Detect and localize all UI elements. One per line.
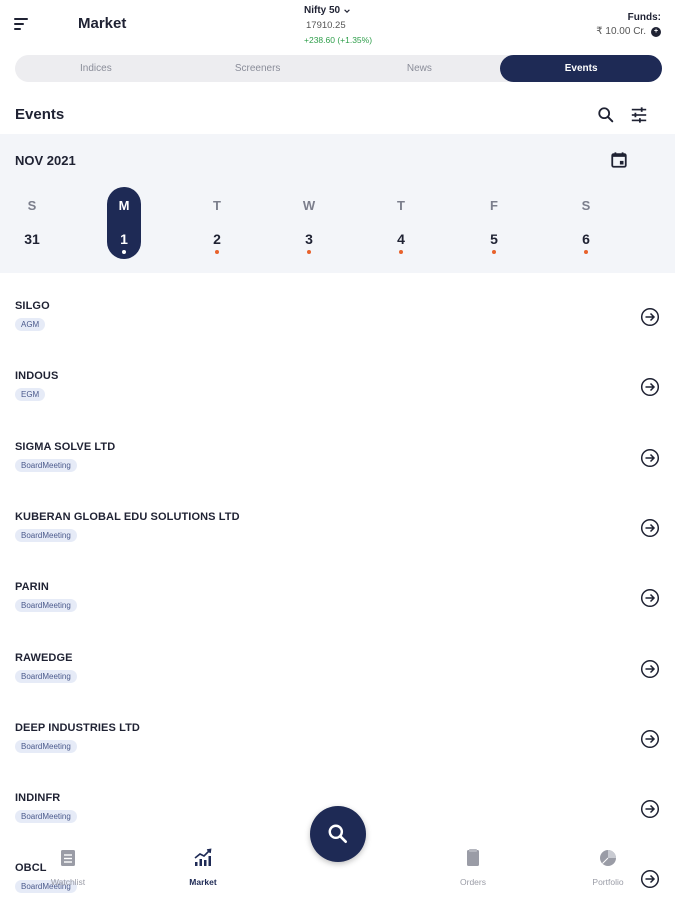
event-indicator-dot xyxy=(492,250,496,254)
search-icon[interactable] xyxy=(597,106,615,124)
filter-sliders-icon[interactable] xyxy=(630,106,648,124)
day-number: 5 xyxy=(490,231,498,247)
funds-label: Funds: xyxy=(627,12,661,23)
tab-news[interactable]: News xyxy=(406,63,432,74)
event-company-name: INDINFR xyxy=(15,792,61,805)
calendar-day[interactable] xyxy=(292,187,326,259)
calendar-day[interactable] xyxy=(569,187,603,259)
add-funds-icon[interactable]: + xyxy=(651,27,661,37)
event-indicator-dot xyxy=(584,250,588,254)
day-letter: F xyxy=(490,198,498,213)
event-row[interactable] xyxy=(0,625,675,695)
event-row[interactable] xyxy=(0,273,675,343)
arrow-right-circle-icon[interactable] xyxy=(640,799,660,819)
section-title: Events xyxy=(15,106,65,123)
event-type-badge: BoardMeeting xyxy=(15,740,77,753)
nav-portfolio[interactable] xyxy=(563,848,653,887)
funds-value: ₹ 10.00 Cr. xyxy=(596,26,646,37)
calendar-day[interactable] xyxy=(384,187,418,259)
orders-icon xyxy=(463,848,483,868)
event-company-name: SIGMA SOLVE LTD xyxy=(15,440,116,453)
calendar-day[interactable] xyxy=(107,187,141,259)
day-number: 31 xyxy=(24,231,40,247)
calendar-day[interactable] xyxy=(15,187,49,259)
funds-display[interactable] xyxy=(596,12,661,37)
event-row[interactable] xyxy=(0,343,675,413)
event-company-name: INDOUS xyxy=(15,370,59,383)
nav-market[interactable] xyxy=(158,848,248,887)
event-indicator-dot xyxy=(122,250,126,254)
event-row[interactable] xyxy=(0,414,675,484)
events-header xyxy=(0,98,675,132)
tab-events[interactable]: Events xyxy=(500,55,662,82)
event-row[interactable] xyxy=(0,484,675,554)
event-company-name: SILGO xyxy=(15,300,50,312)
menu-icon[interactable] xyxy=(14,14,34,34)
event-type-badge: BoardMeeting xyxy=(15,880,77,893)
arrow-right-circle-icon[interactable] xyxy=(640,729,660,749)
event-type-badge: BoardMeeting xyxy=(15,529,77,542)
event-row[interactable] xyxy=(0,554,675,624)
event-company-name: RAWEDGE xyxy=(15,651,73,664)
chevron-down-icon xyxy=(343,7,351,15)
event-company-name: KUBERAN GLOBAL EDU SOLUTIONS LTD xyxy=(15,510,240,523)
day-letter: M xyxy=(118,198,130,213)
arrow-right-circle-icon[interactable] xyxy=(640,377,660,397)
arrow-right-circle-icon[interactable] xyxy=(640,307,660,327)
tab-indices[interactable]: Indices xyxy=(80,63,112,74)
event-type-badge: BoardMeeting xyxy=(15,599,77,612)
calendar-icon[interactable] xyxy=(610,151,628,169)
day-number: 1 xyxy=(120,231,128,247)
event-row[interactable] xyxy=(0,695,675,765)
index-name: Nifty 50 xyxy=(304,5,341,16)
event-type-badge: BoardMeeting xyxy=(15,459,77,472)
day-number: 2 xyxy=(213,231,221,247)
event-indicator-dot xyxy=(399,250,403,254)
event-company-name: OBCL xyxy=(15,862,47,875)
index-selector[interactable] xyxy=(304,5,372,45)
event-indicator-dot xyxy=(307,250,311,254)
day-letter: T xyxy=(213,198,221,213)
event-indicator-dot xyxy=(215,250,219,254)
event-type-badge: AGM xyxy=(15,318,45,331)
calendar-day[interactable] xyxy=(477,187,511,259)
nav-orders[interactable] xyxy=(428,848,518,887)
day-letter: T xyxy=(397,198,405,213)
week-calendar xyxy=(0,134,675,273)
month-label: NOV 2021 xyxy=(15,153,76,168)
event-company-name: PARIN xyxy=(15,581,49,594)
day-number: 6 xyxy=(582,231,590,247)
nav-label: Orders xyxy=(460,877,486,887)
arrow-right-circle-icon[interactable] xyxy=(640,448,660,468)
arrow-right-circle-icon[interactable] xyxy=(640,588,660,608)
day-letter: S xyxy=(27,198,37,213)
nav-label: Portfolio xyxy=(592,877,624,887)
app-header xyxy=(0,0,675,52)
day-letter: S xyxy=(581,198,591,213)
event-type-badge: BoardMeeting xyxy=(15,670,77,683)
day-number: 4 xyxy=(397,231,405,247)
event-type-badge: BoardMeeting xyxy=(15,810,77,823)
arrow-right-circle-icon[interactable] xyxy=(640,518,660,538)
nav-label: Market xyxy=(189,877,217,887)
nav-watchlist[interactable] xyxy=(23,848,113,887)
arrow-right-circle-icon[interactable] xyxy=(640,659,660,679)
index-change: +238.60 (+1.35%) xyxy=(304,35,373,45)
watchlist-icon xyxy=(58,848,78,868)
portfolio-pie-icon xyxy=(598,848,618,868)
market-tabs xyxy=(15,55,662,82)
index-value: 17910.25 xyxy=(306,20,346,31)
day-letter: W xyxy=(302,198,316,213)
market-chart-icon xyxy=(193,848,213,868)
calendar-day[interactable] xyxy=(200,187,234,259)
tab-screeners[interactable]: Screeners xyxy=(234,63,281,74)
nav-label: Watchlist xyxy=(50,877,86,887)
event-company-name: DEEP INDUSTRIES LTD xyxy=(15,721,140,734)
event-type-badge: EGM xyxy=(15,388,45,401)
day-number: 3 xyxy=(305,231,313,247)
bottom-navigation xyxy=(0,840,675,900)
page-title: Market xyxy=(78,15,127,32)
